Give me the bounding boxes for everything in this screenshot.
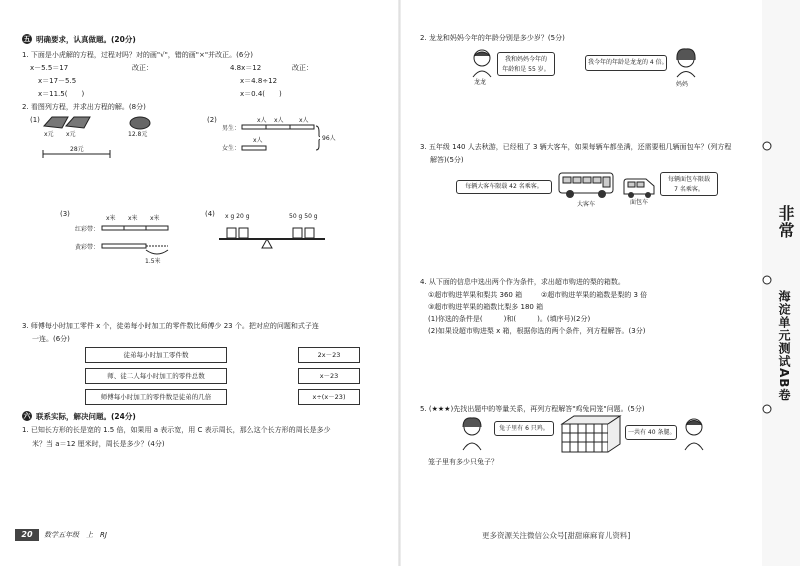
q1b-fix: 改正： [292, 64, 313, 72]
q2-prompt: 2. 看图列方程，并求出方程的解。(8分) [22, 103, 146, 111]
page-fold [398, 0, 401, 566]
p2-girls-label: 女生： [222, 145, 241, 152]
section-5-title: 明确要求，认真做题。(20分) [36, 35, 136, 44]
q1b-line3[interactable]: x＝0.4( ) [240, 90, 282, 98]
name-mom: 妈妈 [676, 81, 689, 88]
p3-seg-3: x米 [150, 215, 160, 222]
mom-illustration [672, 48, 700, 78]
question-box-2[interactable]: 师、徒二人每小时加工的零件总数 [85, 368, 227, 384]
s6-q1-line2: 米？当 a＝12 厘米时，周长是多少？(4分) [32, 440, 165, 448]
p1-label-3: 12.8元 [128, 131, 148, 138]
expression-box-3[interactable]: x÷(x－23) [298, 389, 360, 405]
p2-bar-diagram [240, 120, 320, 160]
boy-illustration [680, 416, 708, 452]
brand-logo: 非常 [776, 205, 795, 239]
p2-boys-label: 男生： [222, 125, 241, 132]
p4-number: (4) [205, 210, 215, 218]
r-q2-prompt: 2. 龙龙和妈妈今年的年龄分别是多少岁？(5分) [420, 34, 565, 42]
bus-label: 大客车 [577, 201, 596, 208]
q3-prompt-2: 一连。(6分) [32, 335, 70, 343]
r-q4-option-3: ③超市购进苹果的箱数比梨多 180 箱 [428, 303, 544, 311]
p4-balance-scale [215, 220, 330, 254]
section-5-badge: 五 [23, 35, 31, 43]
footer-watermark: 更多资源关注微信公众号[甜甜麻麻育儿资料] [482, 531, 631, 540]
binding-hole-bottom-icon [761, 403, 773, 415]
p2-seg-3: x人 [299, 117, 309, 124]
van-illustration [622, 176, 656, 200]
p2-seg-4: x人 [253, 137, 263, 144]
p3-seg-2: x米 [128, 215, 138, 222]
q1a-line3[interactable]: x＝11.5( ) [38, 90, 85, 98]
q1a-line2: x＝17－5.5 [38, 77, 77, 85]
q1b-line2: x＝4.8÷12 [240, 77, 278, 85]
longlong-speech-bubble [497, 52, 555, 76]
r-q3-line2: 解答)(5分) [430, 156, 464, 164]
footer-grade: 数学五年级 上 RJ [44, 531, 107, 539]
question-box-3[interactable]: 师傅每小时加工的零件数是徒弟的几倍 [85, 389, 227, 405]
question-box-1[interactable]: 徒弟每小时加工零件数 [85, 347, 227, 363]
p2-number: (2) [207, 116, 217, 124]
r-q4-part2: (2)如果设超市购进梨 x 箱，根据你选的两个条件，列方程解答。(3分) [428, 327, 646, 335]
q3-prompt: 3. 师傅每小时加工零件 x 个，徒弟每小时加工的零件数比师傅少 23 个。把对应的问题和式子连 [22, 322, 319, 330]
r-q5-question: 笼子里有多少只兔子？ [428, 458, 498, 466]
r-q4-part1[interactable]: (1)你选的条件是( )和( )。(填序号)(2分) [428, 315, 591, 323]
p1-label-1: x元 [44, 131, 54, 138]
r-q4-line1: 4. 从下面的信息中选出两个作为条件，求出超市购进的梨的箱数。 [420, 278, 625, 286]
r-q3-line1: 3. 五年级 140 人去秋游，已经租了 3 辆大客车，如果每辆车都坐满，还需要租几辆面包车？(列方程 [420, 143, 732, 151]
q1b-line1: 4.8x＝12 [230, 64, 262, 72]
q1-prompt: 1. 下面是小虎解的方程，过程对吗？对的画"√"，错的画"×"并改正。(6分) [22, 51, 254, 59]
r-q5-prompt: 5. (★★★)先找出题中的等量关系，再列方程解答"鸡兔同笼"问题。(5分) [420, 405, 645, 413]
p2-seg-2: x人 [274, 117, 284, 124]
van-note-line-2: 7 名乘客。 [674, 186, 704, 193]
girl-illustration [458, 416, 486, 452]
p3-seg-1: x米 [106, 215, 116, 222]
bus-capacity-note: 每辆大客车限载 42 名乘客。 [456, 180, 552, 194]
q1a-line1: x－5.5＝17 [30, 64, 69, 72]
van-note-line-1: 每辆面包车限载 [667, 176, 710, 183]
van-capacity-note [660, 172, 718, 196]
binding-hole-middle-icon [761, 274, 773, 286]
q1a-fix: 改正： [132, 64, 153, 72]
longlong-speech-line-1: 我和妈妈今年的 [504, 56, 547, 63]
longlong-speech-line-2: 年龄和是 55 岁。 [502, 66, 550, 73]
p1-number: (1) [30, 116, 40, 124]
p3-diff: 1.5米 [145, 258, 161, 265]
cage-illustration [560, 414, 622, 454]
p4-left-weights: x g 20 g [225, 213, 250, 220]
p1-total: 28元 [70, 146, 84, 153]
page-number: 20 [15, 529, 39, 541]
name-longlong: 龙龙 [474, 79, 487, 86]
series-title: 海淀单元测试AB卷 [777, 290, 791, 402]
section-6-badge: 六 [23, 412, 31, 420]
p3-bar-diagram [100, 220, 180, 262]
p1-label-2: x元 [66, 131, 76, 138]
section-6-title: 联系实际，解决问题。(24分) [36, 412, 136, 421]
r-q4-option-2: ②超市购进苹果的箱数是梨的 3 倍 [541, 291, 648, 299]
p3-number: (3) [60, 210, 70, 218]
mom-speech-bubble: 我今年的年龄是龙龙的 4 倍。 [585, 55, 667, 71]
boy-longlong-illustration [468, 48, 496, 78]
p3-red-label: 红彩带： [75, 226, 100, 233]
p2-seg-1: x人 [257, 117, 267, 124]
bus-illustration [557, 170, 615, 200]
p2-total: 96人 [322, 135, 336, 142]
binding-hole-top-icon [761, 140, 773, 152]
p4-right-weights: 50 g 50 g [289, 213, 318, 220]
s6-q1-line1: 1. 已知长方形的长是宽的 1.5 倍，如果用 a 表示宽，用 C 表示周长，那么这个长方形的周长是多少 [22, 426, 331, 434]
van-label: 面包车 [630, 199, 649, 206]
expression-box-1[interactable]: 2x－23 [298, 347, 360, 363]
r-q4-option-1: ①超市购进苹果和梨共 360 箱 [428, 291, 523, 299]
boy-speech-bubble: 一共有 40 条腿。 [625, 425, 677, 440]
p3-yellow-label: 黄彩带： [75, 244, 100, 251]
girl-speech-bubble: 兔子里有 6 只鸡。 [494, 421, 554, 436]
expression-box-2[interactable]: x－23 [298, 368, 360, 384]
